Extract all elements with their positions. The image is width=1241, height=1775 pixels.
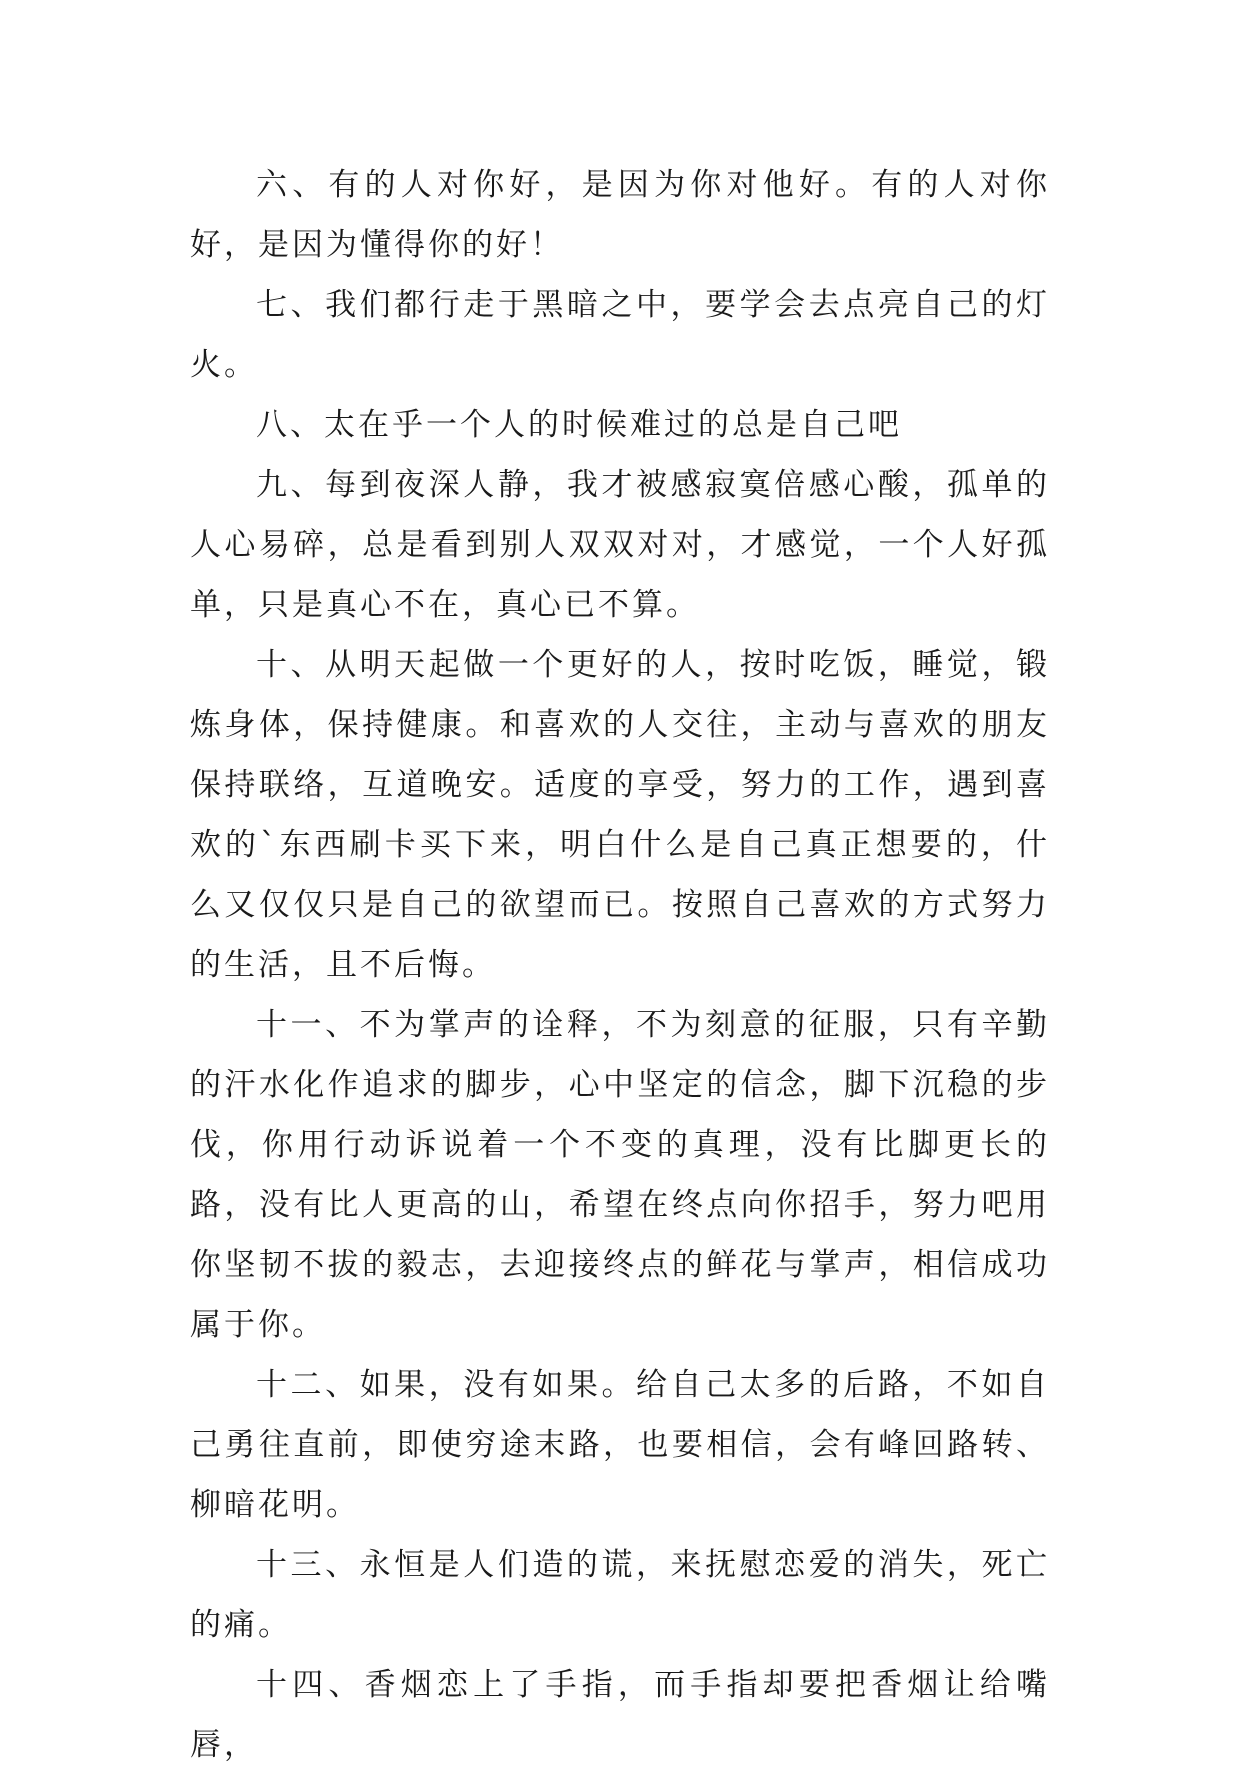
paragraph-6: 六、有的人对你好，是因为你对他好。有的人对你好，是因为懂得你的好！	[190, 167, 1050, 263]
paragraph-9: 九、每到夜深人静，我才被感寂寞倍感心酸，孤单的人心易碎，总是看到别人双双对对，才感觉，一个人好孤单，只是真心不在，真心已不算。	[190, 467, 1050, 623]
paragraph-10: 十、从明天起做一个更好的人，按时吃饭，睡觉，锻炼身体，保持健康。和喜欢的人交往，主动与喜欢的朋友保持联络，互道晚安。适度的享受，努力的工作，遇到喜欢的`东西刷卡买下来，明白什么是自己真正想要的，什么又仅仅只是自己的欲望而已。按照自己喜欢的方式努力的生活，且不后悔。	[190, 647, 1050, 983]
paragraph-7: 七、我们都行走于黑暗之中，要学会去点亮自己的灯火。	[190, 287, 1050, 383]
paragraph-12: 十二、如果，没有如果。给自己太多的后路，不如自己勇往直前，即使穷途末路，也要相信，会有峰回路转、柳暗花明。	[190, 1367, 1050, 1523]
paragraph-13: 十三、永恒是人们造的谎，来抚慰恋爱的消失，死亡的痛。	[190, 1547, 1050, 1643]
paragraph-8: 八、太在乎一个人的时候难过的总是自己吧	[256, 407, 902, 443]
paragraph-11: 十一、不为掌声的诠释，不为刻意的征服，只有辛勤的汗水化作追求的脚步，心中坚定的信念，脚下沉稳的步伐，你用行动诉说着一个不变的真理，没有比脚更长的路，没有比人更高的山，希望在终点向你招手，努力吧用你坚韧不拔的毅志，去迎接终点的鲜花与掌声，相信成功属于你。	[190, 1007, 1050, 1343]
document-body	[190, 155, 1050, 1775]
paragraph-14: 十四、香烟恋上了手指，而手指却要把香烟让给嘴唇，	[190, 1667, 1050, 1763]
